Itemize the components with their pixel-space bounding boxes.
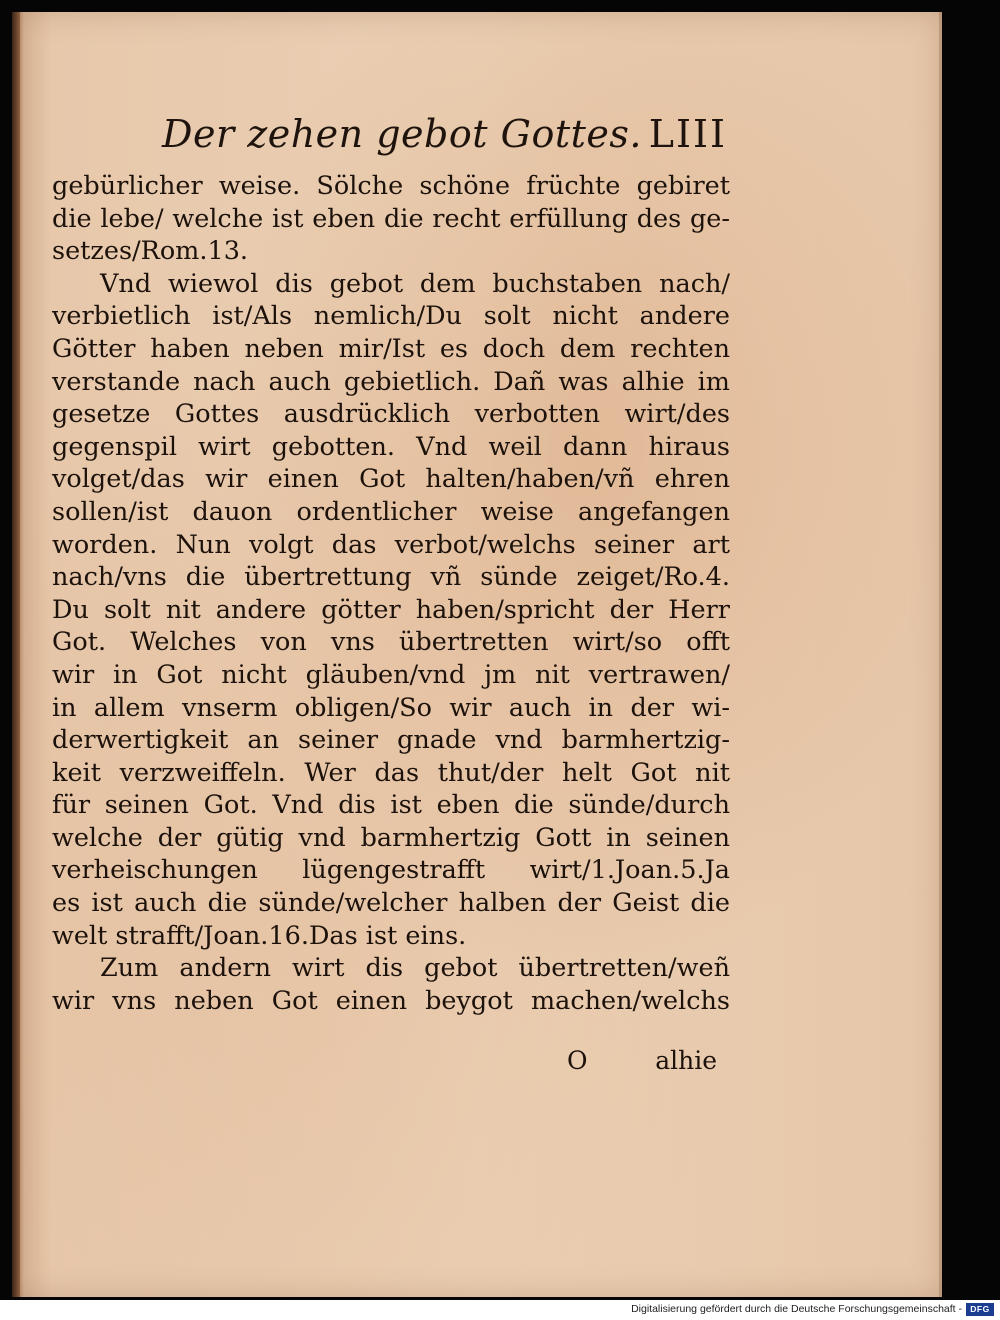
funding-credit: Digitalisierung gefördert durch die Deutsche Forschungsgemeinschaft - xyxy=(631,1303,962,1315)
text-line: wir in Got nicht gläuben/vnd jm nit vertrawen/ xyxy=(52,659,730,690)
text-line: für seinen Got. Vnd dis ist eben die sünde/durch xyxy=(52,790,730,821)
text-line: gebürlicher weise. Sölche schöne früchte gebiret xyxy=(52,171,730,201)
page-edge xyxy=(939,12,942,1297)
text-line: Got. Welches von vns übertretten wirt/so offt xyxy=(52,627,730,658)
text-line: worden. Nun volgt das verbot/welchs seiner art xyxy=(52,529,730,560)
text-line: welche der gütig vnd barmhertzig Gott in seinen xyxy=(52,822,730,853)
text-line: nach/vns die übertrettung vñ sünde zeiget/Ro.4. xyxy=(52,562,730,593)
text-line: Du solt nit andere götter haben/spricht der Herr xyxy=(52,594,730,625)
page-header xyxy=(162,112,727,168)
page-spine-shadow xyxy=(12,12,20,1297)
text-line: setzes/Rom.13. xyxy=(52,236,249,267)
text-line: Zum andern wirt dis gebot übertretten/weñ xyxy=(100,953,730,984)
text-line: sollen/ist dauon ordentlicher weise angefangen xyxy=(52,496,730,527)
text-line: keit verzweiffeln. Wer das thut/der helt Got nit xyxy=(52,757,730,788)
text-line: verheischungen lügengestrafft wirt/1.Joan.5.Ja xyxy=(52,855,730,886)
text-line: welt strafft/Joan.16.Das ist eins. xyxy=(52,920,467,951)
text-line: verstande nach auch gebietlich. Dañ was alhie im xyxy=(52,366,730,397)
folio-number: LIII xyxy=(648,112,727,156)
body-text xyxy=(52,170,730,1017)
credit-bar xyxy=(0,1300,1000,1320)
text-line: die lebe/ welche ist eben die recht erfüllung des ge- xyxy=(52,203,730,234)
text-line: wir vns neben Got einen beygot machen/welchs xyxy=(52,985,730,1016)
text-line: derwertigkeit an seiner gnade vnd barmhertzig- xyxy=(52,725,730,756)
dfg-logo: DFG xyxy=(966,1303,994,1316)
running-title: Der zehen gebot Gottes. xyxy=(162,112,642,156)
book-page xyxy=(12,12,942,1297)
signature-mark: O xyxy=(567,1046,588,1075)
page-footer xyxy=(52,1046,717,1080)
text-line: in allem vnserm obligen/So wir auch in der wi- xyxy=(52,692,730,723)
catchword: alhie xyxy=(655,1046,717,1075)
text-line: Vnd wiewol dis gebot dem buchstaben nach/ xyxy=(100,268,730,299)
text-line: Götter haben neben mir/Ist es doch dem rechten xyxy=(52,333,730,364)
text-line: verbietlich ist/Als nemlich/Du solt nicht andere xyxy=(52,301,730,332)
text-line: volget/das wir einen Got halten/haben/vñ ehren xyxy=(52,464,730,495)
text-line: es ist auch die sünde/welcher halben der Geist die xyxy=(52,888,730,919)
text-line: gegenspil wirt gebotten. Vnd weil dann hiraus xyxy=(52,431,730,462)
text-line: gesetze Gottes ausdrücklich verbotten wirt/des xyxy=(52,399,730,430)
